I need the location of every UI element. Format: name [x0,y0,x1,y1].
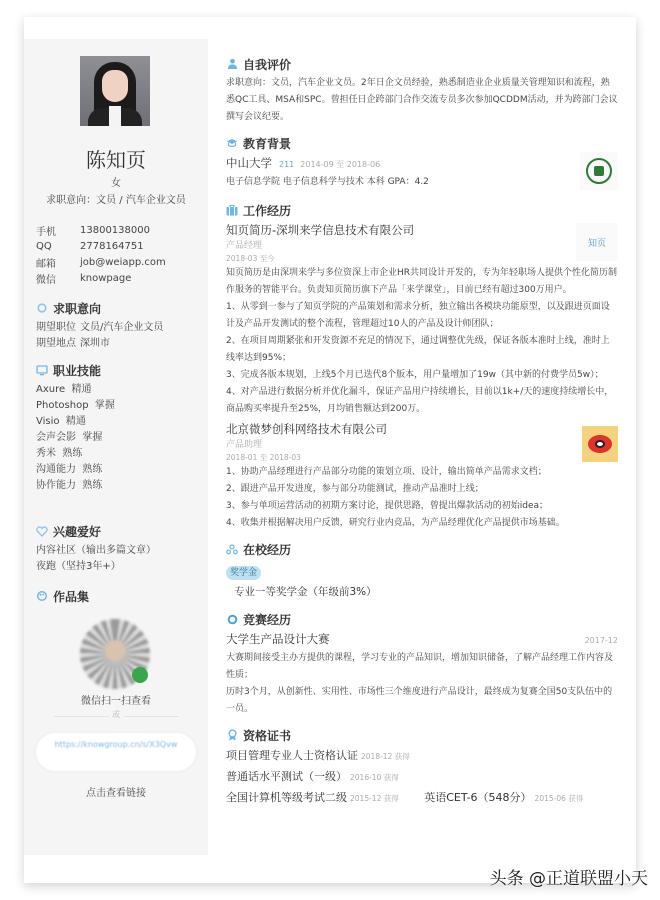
job-period: 2018-03 至今 [226,254,275,263]
skill-item: 会声会影 掌握 [36,432,103,443]
skills-section [36,361,202,494]
hobbies-section [36,522,202,575]
hobby-item: 夜跑（坚持3年+） [36,561,121,572]
qr-caption: 微信扫一扫查看 [81,696,151,707]
section-title-text: 职业技能 [53,363,102,378]
campus-section [226,540,618,604]
company-name: 知页简历-深圳来学信息技术有限公司 [226,223,415,237]
job-role: 产品经理 [226,241,263,251]
circle-icon [36,302,48,314]
section-title-text: 自我评价 [243,57,292,72]
intent-position [36,320,202,336]
education-section [226,134,618,191]
portfolio-section [36,587,202,608]
resume-sidebar [24,39,208,855]
contact-value[interactable]: job@weiapp.com [80,256,166,268]
certs-section [226,726,618,809]
monitor-icon [36,364,48,376]
intent-value: 文员/汽车企业文员 [80,322,164,333]
job-bullet: 1、协助产品经理进行产品部分功能的策划立项、设计，输出简单产品需求文档； [226,467,547,477]
resume-main [226,55,618,815]
school-dates: 2014-09 至 2018-06 [300,160,381,169]
contact-label: 邮箱 [36,258,56,270]
competition-date: 2017-12 [584,636,618,645]
user-icon [226,58,238,70]
or-text: 或 [112,710,120,719]
contact-phone [36,222,166,238]
section-title [226,610,618,628]
job-bullet: 3、完成各版本规划，上线5个月已迭代8个版本，用户量增加了19w（其中新的付费学员5w）； [226,370,604,380]
cert-item: 全国计算机等级考试二级 2015-12 获得 [226,791,399,804]
briefcase-icon [226,204,238,216]
cert-item: 英语CET-6（548分） 2015-06 获得 [424,791,584,804]
school-name: 中山大学 [226,156,272,170]
contact-email [36,254,166,270]
section-title-text: 在校经历 [243,542,292,557]
section-title [226,540,618,558]
self-eval-section [226,55,618,126]
section-title-text: 竞赛经历 [243,612,292,627]
section-title [226,134,618,152]
section-title-text: 教育背景 [243,136,292,151]
job-role: 产品助理 [226,440,263,450]
section-title-text: 资格证书 [243,728,292,743]
wechat-badge-icon [132,667,148,683]
competition-header [226,630,618,650]
palette-icon [36,590,48,602]
section-title-text: 兴趣爱好 [53,524,102,539]
contact-qq [36,238,166,254]
work-section [226,201,618,532]
section-title [36,361,202,379]
candidate-name: 陈知页 [86,148,146,172]
self-eval-text: 求职意向：文员，汽车企业文员。2年日企文员经验，熟悉制造业企业质量关管理知识和流程，熟悉QC工具、MSA和SPC。曾担任日企跨部门合作交流专员多次参加QCDDM活动，并为跨部门会议撰写会议纪要。 [226,78,618,122]
job-bullet: 3、参与单项运营活动的初期方案讨论，提供思路，曾提出爆款活动的初始idea； [226,501,548,511]
job-entry [226,221,618,418]
skill-item: 秀米 熟练 [36,448,83,459]
skill-item: 沟通能力 熟练 [36,464,103,475]
job-period: 2018-01 至 2018-03 [226,453,301,462]
hobby-item: 内容社区（输出多篇文章） [36,545,156,556]
candidate-intent: 求职意向：文员 / 汽车企业文员 [46,195,186,206]
contact-label: 微信 [36,274,56,286]
weibo-logo-icon [582,426,618,462]
skill-item: 协作能力 熟练 [36,480,103,491]
section-title-text: 作品集 [53,589,90,604]
section-title [226,726,618,744]
competition-name: 大学生产品设计大赛 [226,632,330,646]
competition-line: 大赛期间接受主办方提供的课程，学习专业的产品知识，增加知识储备，了解产品经理工作内容及性质； [226,653,614,680]
link-caption: 点击查看链接 [86,788,146,799]
contact-wechat [36,270,166,286]
job-bullet: 1、从零到一参与了知页学院的产品策划和需求分析，独立输出各模块功能原型，以及跟进页面设计及产品开发测试的整个流程，管理超过10人的产品及设计师团队； [226,302,610,329]
job-description: 知页简历是由深圳来学与多位资深上市企业HR共同设计开发的，专为年轻职场人提供个性化简历制作服务的智能平台。负责知页简历旗下产品「来学课堂」，目前已经有超过300万用户。 [226,268,618,295]
cert-item: 普通话水平测试（一级） 2016-10 获得 [226,770,399,783]
people-icon [226,543,238,555]
section-title-text: 求职意向 [53,301,102,316]
contact-value: 2778164751 [80,240,144,252]
competition-section [226,610,618,718]
graduation-cap-icon [226,137,238,149]
job-bullet: 2、在项目周期紧张和开发资源不充足的情况下，通过调整优先级，保证各版本准时上线，准时上线率达到95%； [226,336,610,363]
section-title [36,299,202,317]
resume-page [24,17,636,883]
intent-label: 期望职位 [36,322,76,333]
contact-label: 手机 [36,226,56,238]
section-title [36,587,202,605]
section-title [226,201,618,219]
intent-location [36,336,202,352]
skill-item: Visio 精通 [36,416,86,427]
job-intent-section [36,299,202,352]
contact-value: knowpage [80,272,132,284]
heart-icon [36,525,48,537]
school-tag: 211 [279,160,295,169]
section-title [226,55,618,73]
university-logo [580,152,618,190]
job-bullet: 4、收集并根据解决用户反馈，研究行业内竞品，为产品经理优化产品提供市场基础。 [226,518,565,528]
divider [124,716,179,717]
job-bullet: 4、对产品进行数据分析并优化漏斗，保证产品用户持续增长，目前以1k+/天的速度持续增长中，商品购买率提升至25%，月均销售额达到200万。 [226,387,614,414]
intent-label: 期望地点 [36,338,76,349]
candidate-gender: 女 [111,178,121,189]
job-entry [226,420,618,532]
education-detail: 电子信息学院 电子信息科学与技术 本科 GPA：4.2 [226,177,429,187]
award-tag: 奖学金 [226,566,261,580]
skill-item: Axure 精通 [36,384,92,395]
intent-value: 深圳市 [80,338,110,349]
contact-label: QQ [36,240,52,252]
ring-icon [226,613,238,625]
contact-value: 13800138000 [80,224,150,236]
medal-icon [226,729,238,741]
school-row [226,154,618,174]
job-bullet: 2、跟进产品开发进度，参与部分功能测试，推动产品准时上线； [226,484,484,494]
portfolio-link[interactable]: https://knowgroup.cn/s/X3Qvw [36,733,196,771]
cert-row [226,788,618,809]
section-title [36,522,202,540]
avatar-photo [80,56,150,126]
award-text: 专业一等奖学金（年级前3%） [234,586,377,598]
competition-line: 历时3个月，从创新性、实用性、市场性三个维度进行产品设计，最终成为复赛全国50支队伍中的一员。 [226,687,613,714]
section-title-text: 工作经历 [243,203,292,218]
skill-item: Photoshop 掌握 [36,400,115,411]
watermark: 头条 @正道联盟小天 [489,869,648,889]
company-name: 北京微梦创科网络技术有限公司 [226,422,387,436]
cert-item: 项目管理专业人士资格认证 2018-12 获得 [226,749,410,762]
contact-info [36,222,166,286]
company-logo: 知页 [576,223,618,261]
